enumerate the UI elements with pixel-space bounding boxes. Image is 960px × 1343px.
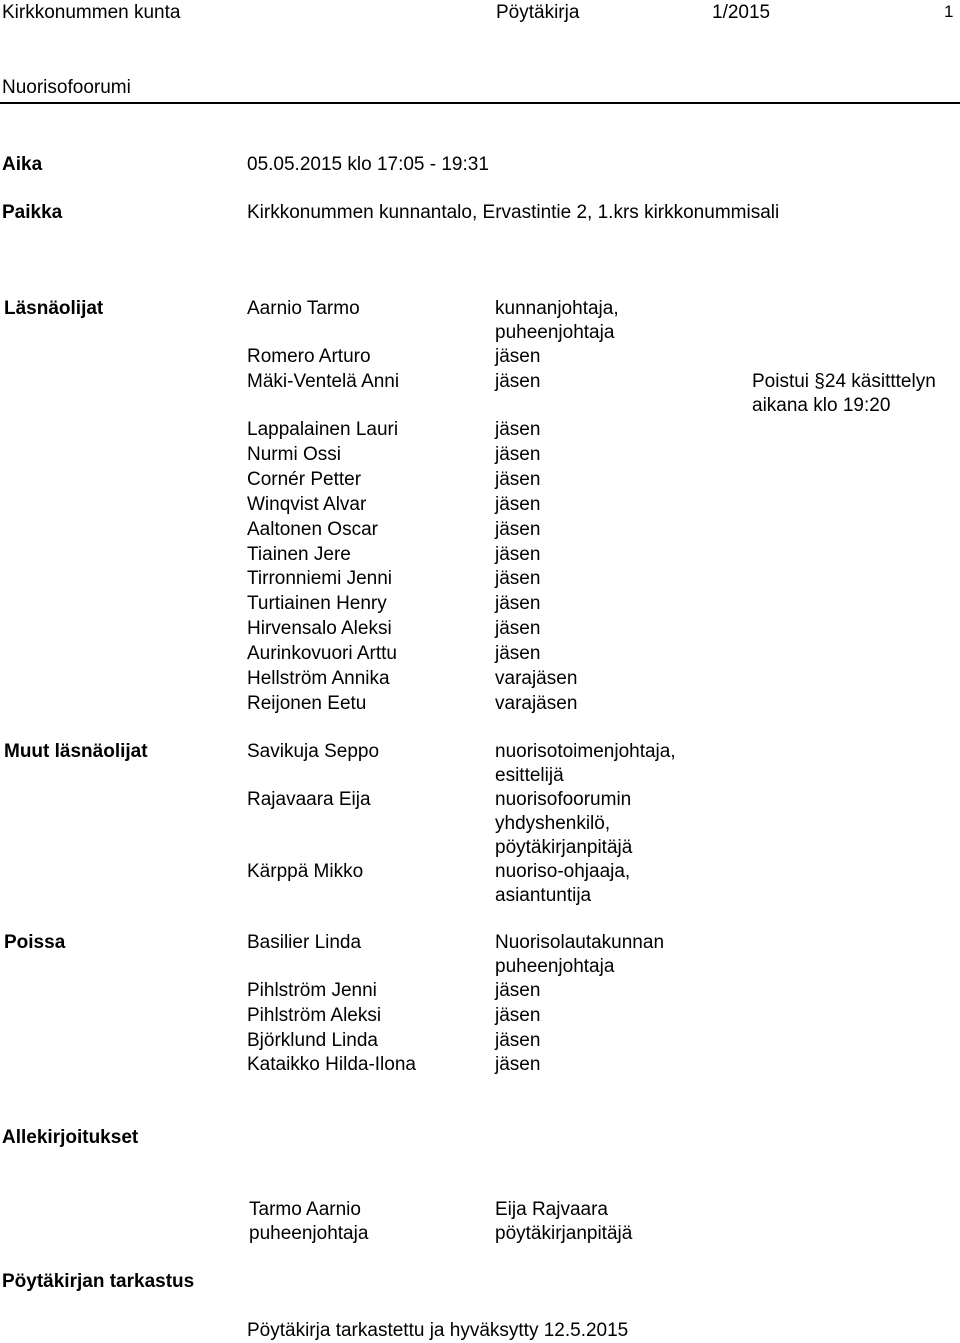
place-value: Kirkkonummen kunnantalo, Ervastintie 2, 1.krs kirkkonummisali — [247, 202, 780, 223]
other-role: esittelijä — [495, 765, 564, 786]
absent-name: Pihlström Aleksi — [247, 1005, 382, 1026]
time-value: 05.05.2015 klo 17:05 - 19:31 — [247, 154, 489, 175]
attendee-note: aikana klo 19:20 — [752, 395, 891, 416]
attendee-role: jäsen — [495, 494, 541, 515]
document-number: 1/2015 — [712, 2, 771, 23]
attendee-role: varajäsen — [495, 668, 578, 689]
document-type: Pöytäkirja — [496, 2, 580, 23]
other-role: nuoriso-ohjaaja, — [495, 861, 631, 882]
attendee-role: jäsen — [495, 618, 541, 639]
signer-right-title: pöytäkirjanpitäjä — [495, 1223, 633, 1244]
other-role: nuorisofoorumin — [495, 789, 632, 810]
attendee-role: jäsen — [495, 643, 541, 664]
absent-name: Kataikko Hilda-Ilona — [247, 1054, 416, 1075]
signatures-label: Allekirjoitukset — [2, 1127, 139, 1148]
attendee-role: puheenjohtaja — [495, 322, 615, 343]
attendee-name: Turtiainen Henry — [247, 593, 387, 614]
attendee-role: jäsen — [495, 444, 541, 465]
absent-role: puheenjohtaja — [495, 956, 615, 977]
time-label: Aika — [2, 154, 43, 175]
attendee-name: Romero Arturo — [247, 346, 371, 367]
attendee-role: varajäsen — [495, 693, 578, 714]
other-role: pöytäkirjanpitäjä — [495, 837, 633, 858]
attendee-name: Cornér Petter — [247, 469, 362, 490]
attendee-name: Aurinkovuori Arttu — [247, 643, 397, 664]
attendee-name: Aarnio Tarmo — [247, 298, 360, 319]
attendee-name: Tiainen Jere — [247, 544, 351, 565]
absent-role: jäsen — [495, 1005, 541, 1026]
absent-role: jäsen — [495, 1054, 541, 1075]
attendee-name: Hirvensalo Aleksi — [247, 618, 392, 639]
page-number: 1 — [944, 2, 954, 21]
attendee-note: Poistui §24 käsitttelyn — [752, 371, 936, 392]
review-text: Pöytäkirja tarkastettu ja hyväksytty 12.5.2015 — [247, 1320, 629, 1341]
attendee-name: Nurmi Ossi — [247, 444, 341, 465]
attendee-name: Lappalainen Lauri — [247, 419, 399, 440]
attendee-name: Tirronniemi Jenni — [247, 568, 393, 589]
attendee-name: Reijonen Eetu — [247, 693, 367, 714]
absent-name: Björklund Linda — [247, 1030, 378, 1051]
attendee-role: jäsen — [495, 519, 541, 540]
municipality-name: Kirkkonummen kunta — [2, 2, 181, 23]
header-divider — [0, 102, 960, 104]
review-label: Pöytäkirjan tarkastus — [2, 1271, 195, 1292]
absent-label: Poissa — [4, 932, 66, 953]
attendee-name: Mäki-Ventelä Anni — [247, 371, 400, 392]
attendee-role: jäsen — [495, 568, 541, 589]
attendee-name: Aaltonen Oscar — [247, 519, 378, 540]
body-name: Nuorisofoorumi — [2, 77, 131, 98]
other-name: Rajavaara Eija — [247, 789, 371, 810]
other-role: asiantuntija — [495, 885, 592, 906]
other-role: yhdyshenkilö, — [495, 813, 611, 834]
others-label: Muut läsnäolijat — [4, 741, 148, 762]
attendee-name: Hellström Annika — [247, 668, 390, 689]
attendee-name: Winqvist Alvar — [247, 494, 367, 515]
signer-right-name: Eija Rajvaara — [495, 1199, 608, 1220]
other-name: Savikuja Seppo — [247, 741, 380, 762]
attendee-role: jäsen — [495, 371, 541, 392]
attendee-role: jäsen — [495, 469, 541, 490]
attendee-role: jäsen — [495, 346, 541, 367]
signer-left-title: puheenjohtaja — [249, 1223, 369, 1244]
place-label: Paikka — [2, 202, 63, 223]
present-label: Läsnäolijat — [4, 298, 104, 319]
attendee-role: jäsen — [495, 593, 541, 614]
other-role: nuorisotoimenjohtaja, — [495, 741, 676, 762]
attendee-role: jäsen — [495, 419, 541, 440]
absent-name: Basilier Linda — [247, 932, 362, 953]
other-name: Kärppä Mikko — [247, 861, 364, 882]
signer-left-name: Tarmo Aarnio — [249, 1199, 361, 1220]
attendee-role: jäsen — [495, 544, 541, 565]
absent-name: Pihlström Jenni — [247, 980, 377, 1001]
attendee-role: kunnanjohtaja, — [495, 298, 619, 319]
absent-role: jäsen — [495, 980, 541, 1001]
absent-role: Nuorisolautakunnan — [495, 932, 665, 953]
absent-role: jäsen — [495, 1030, 541, 1051]
